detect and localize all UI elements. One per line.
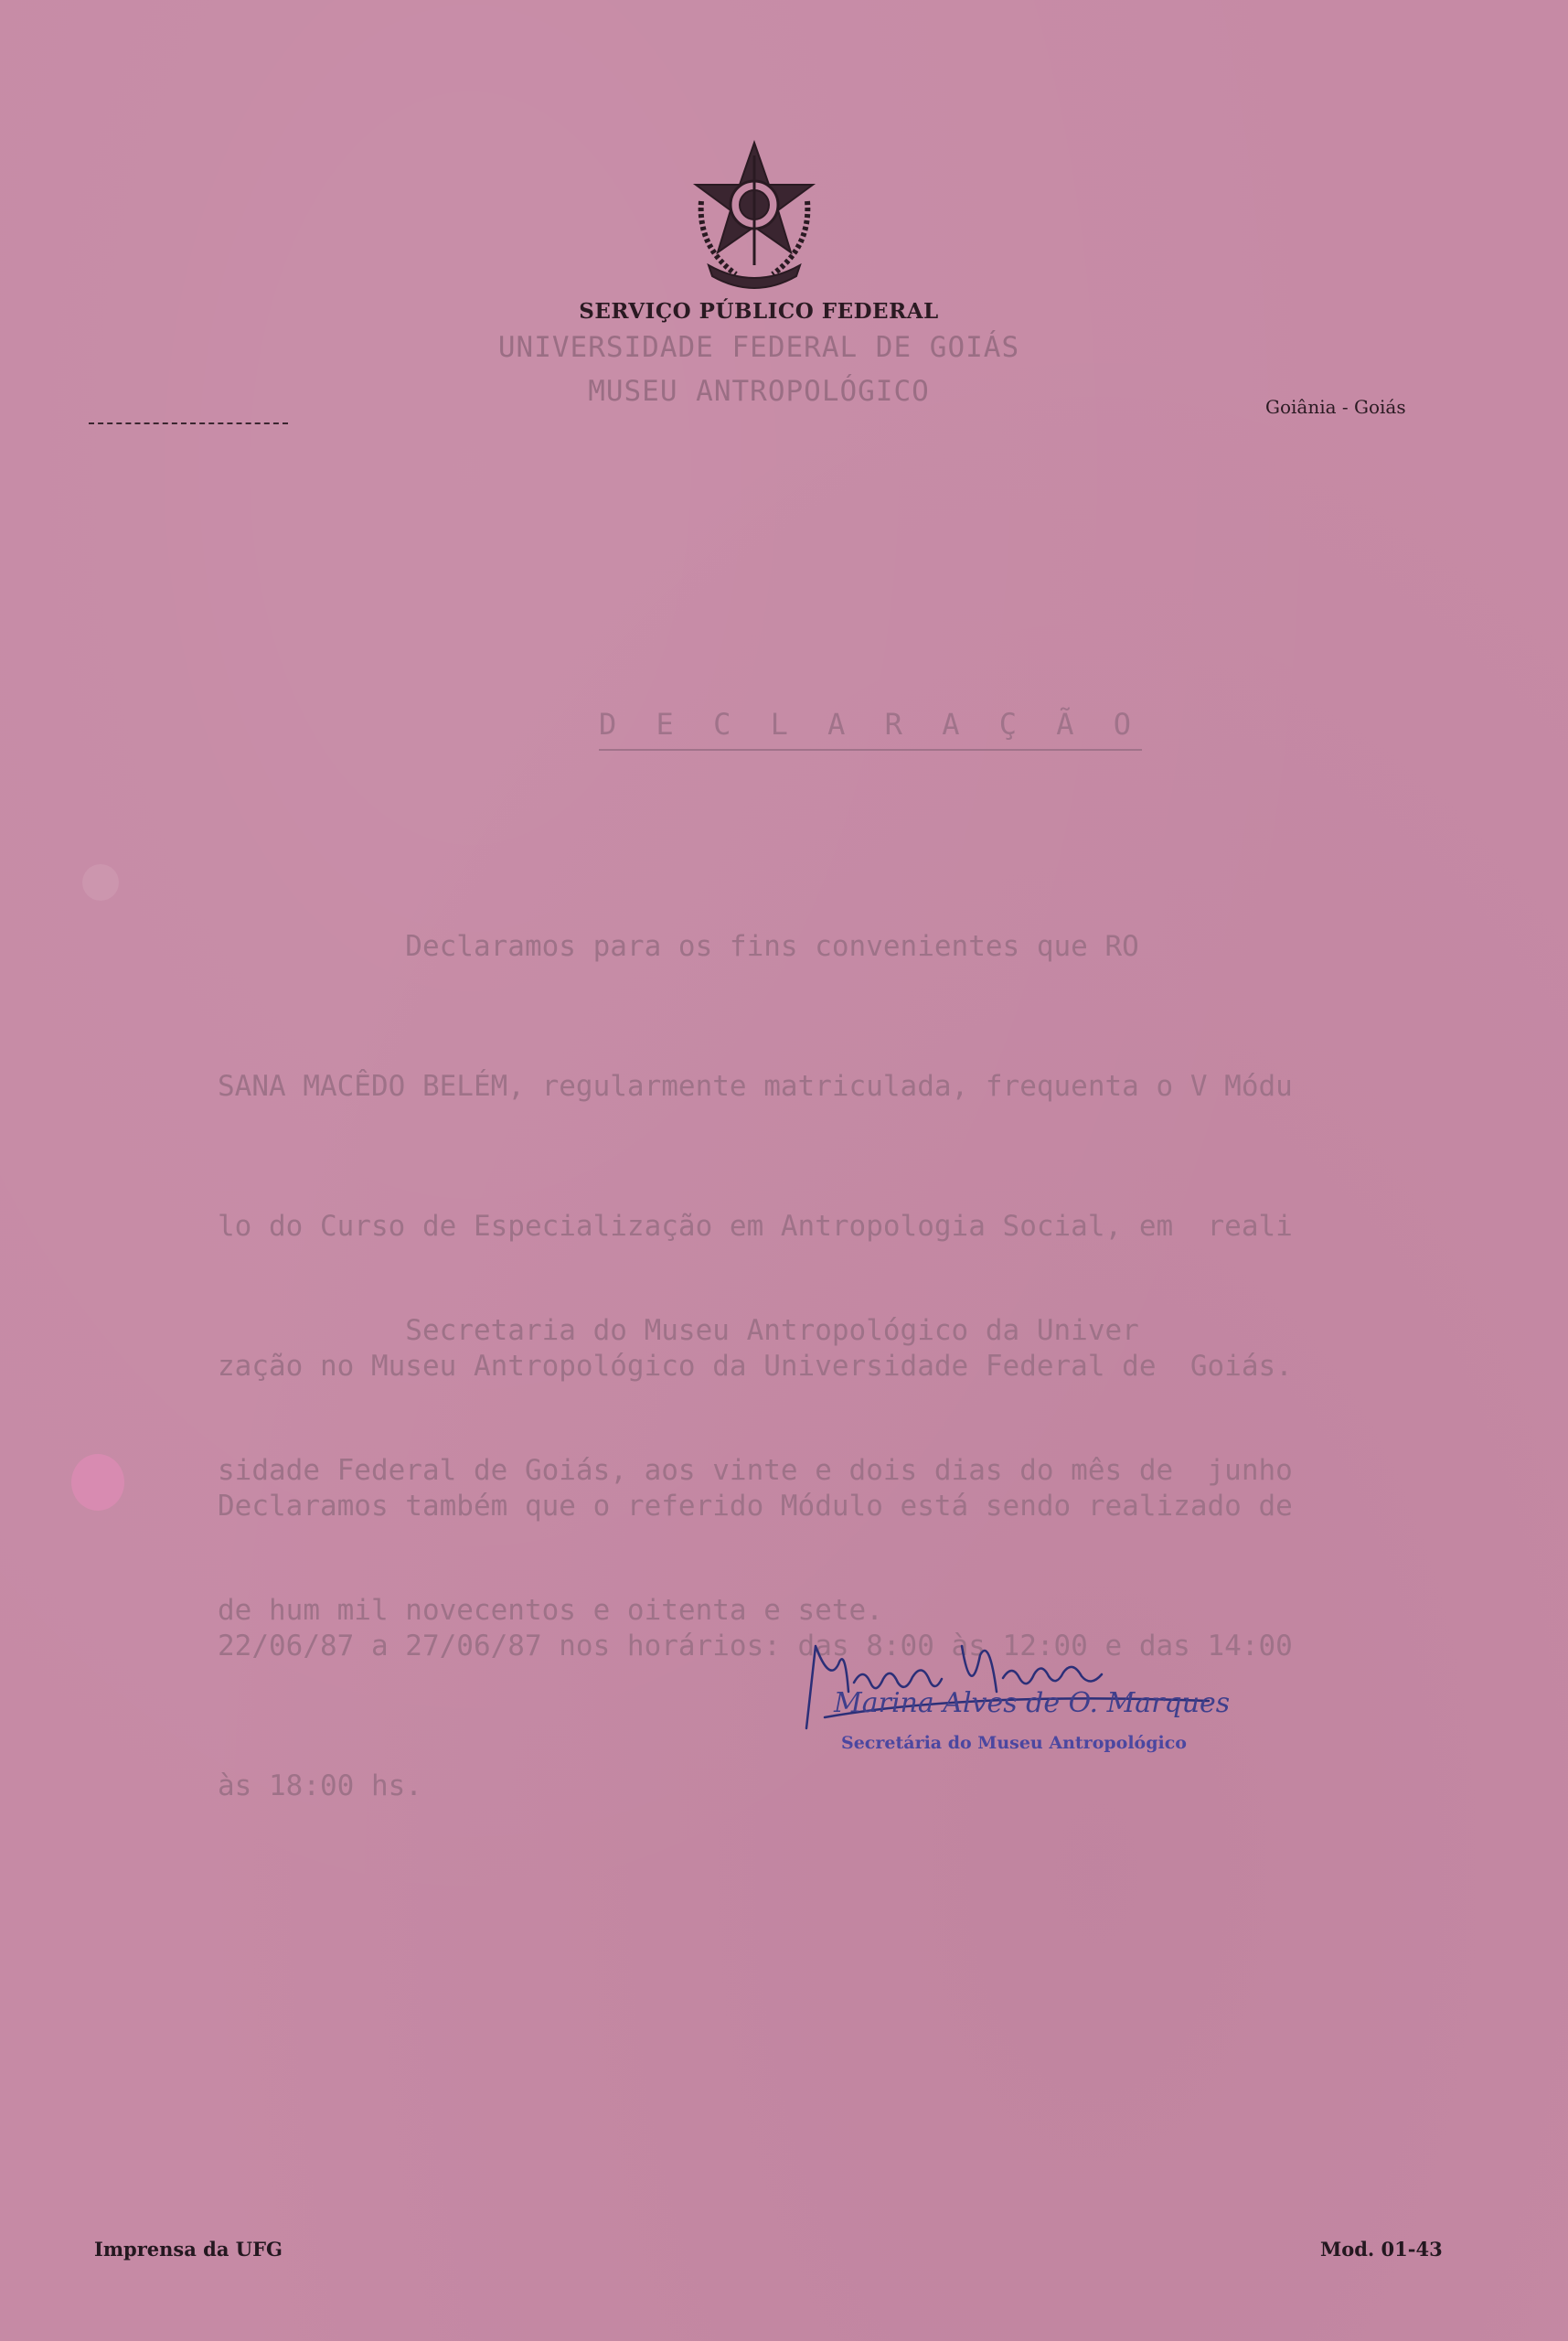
reference-number-line xyxy=(89,422,288,424)
signatory-name: Marina Alves de O. Marques xyxy=(834,1687,1231,1719)
text-line: de hum mil novecentos e oitenta e sete. xyxy=(218,1594,883,1627)
closing-paragraph xyxy=(218,1214,1415,1681)
text-line: Declaramos para os fins convenientes que RO xyxy=(218,930,1139,963)
text-line: zação no Museu Antropológico da Universidade Federal de Goiás. xyxy=(218,1350,1293,1383)
text-line: às 18:00 hs. xyxy=(218,1769,422,1802)
paper-stain xyxy=(82,864,119,901)
text-line: Secretaria do Museu Antropológico da Univer xyxy=(218,1314,1139,1347)
text-line: SANA MACÊDO BELÉM, regularmente matriculada, frequenta o V Módu xyxy=(218,1070,1293,1103)
handwritten-signature xyxy=(788,1628,1227,1737)
text-line: lo do Curso de Especialização em Antropologia Social, em reali xyxy=(218,1210,1293,1243)
document-title: D E C L A R A Ç Ã O xyxy=(599,707,1142,751)
museum-name: MUSEU ANTROPOLÓGICO xyxy=(588,375,930,408)
text-line: sidade Federal de Goiás, aos vinte e dois dias do mês de junho xyxy=(218,1454,1293,1487)
signatory-role: Secretária do Museu Antropológico xyxy=(841,1733,1187,1753)
form-code: Mod. 01-43 xyxy=(1320,2238,1443,2261)
text-line: Declaramos também que o referido Módulo está sendo realizado de xyxy=(218,1490,1293,1523)
text-line: 22/06/87 a 27/06/87 nos horários: das 8:00 às 12:00 e das 14:00 xyxy=(218,1630,1293,1662)
coat-of-arms-icon xyxy=(681,137,827,293)
service-heading: SERVIÇO PÚBLICO FEDERAL xyxy=(579,299,939,324)
university-name: UNIVERSIDADE FEDERAL DE GOIÁS xyxy=(497,331,1020,364)
city-label: Goiânia - Goiás xyxy=(1265,396,1406,418)
paper-stain xyxy=(71,1454,124,1511)
printer-label: Imprensa da UFG xyxy=(94,2238,283,2261)
